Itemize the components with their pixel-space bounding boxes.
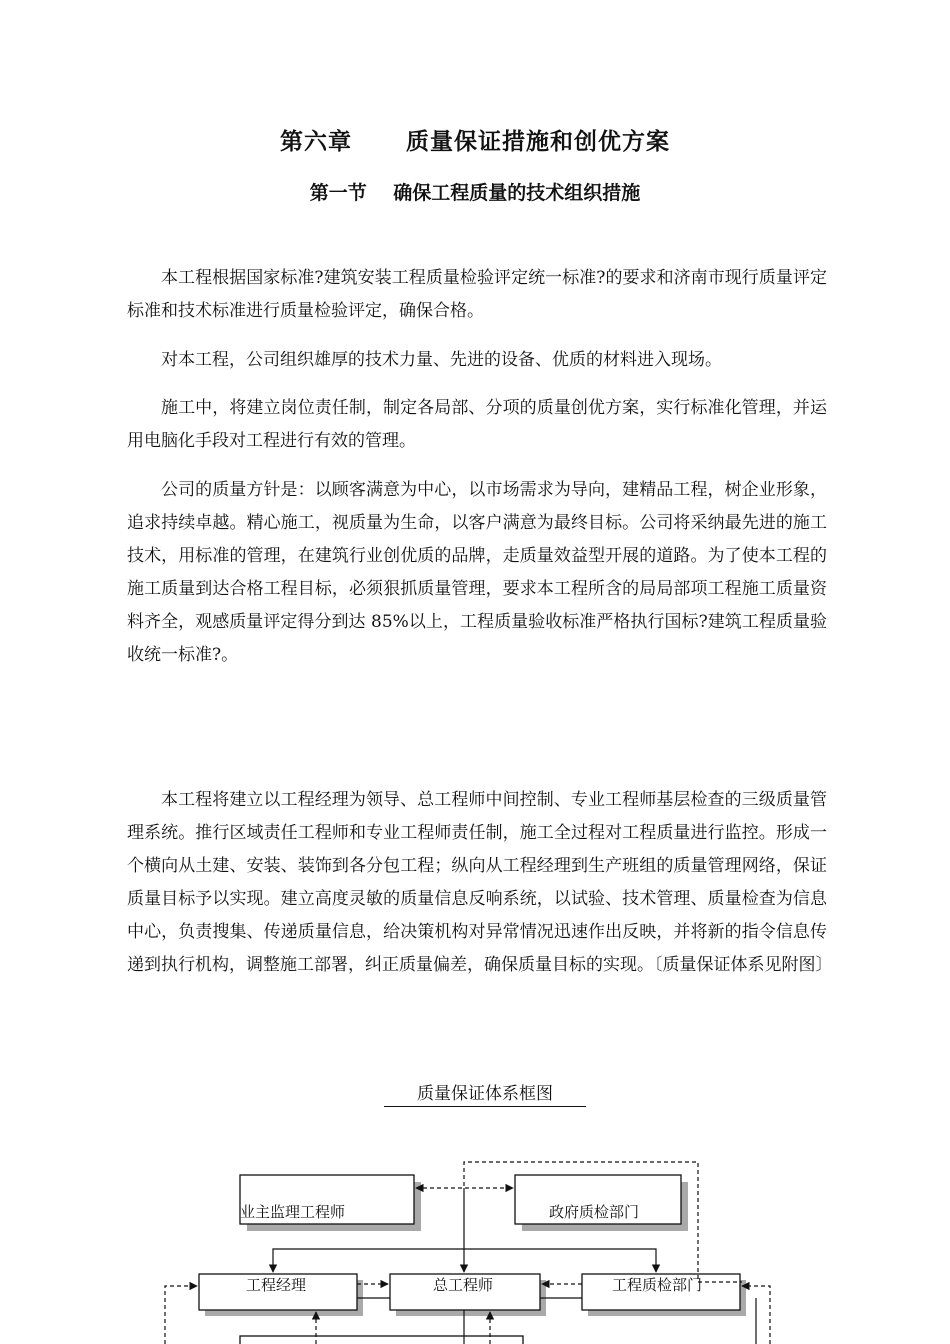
lower-box — [240, 1336, 523, 1344]
paragraph: 公司的质量方针是：以顾客满意为中心，以市场需求为导向，建精品工程，树企业形象，追求持续卓越。精心施工，视质量为生命，以客户满意为最终目标。公司将采纳最先进的施工技术，用标准的管理，在建筑行业创优质的品牌，走质量效益型开展的道路。为了使本工程的施工质量到达合格工程目标，必须狠抓质量管理，要求本工程所含的局局部项工程施工质量资料齐全，观感质量评定得分到达 85%以上，工程质量验收标准严格执行国标?建筑工程质量验收统一标准?。 — [127, 480, 827, 665]
section-title: 第一节 确保工程质量的技术组织措施 — [309, 182, 641, 204]
diagram-title: 质量保证体系框图 — [384, 1082, 586, 1107]
paragraph: 施工中，将建立岗位责任制，制定各局部、分项的质量创优方案，实行标准化管理，并运用电脑化手段对工程进行有效的管理。 — [127, 398, 827, 451]
paragraph: 本工程将建立以工程经理为领导、总工程师中间控制、专业工程师基层检查的三级质量管理系统。推行区域责任工程师和专业工程师责任制，施工全过程对工程质量进行监控。形成一个横向从土建、安装、装饰到各分包工程；纵向从工程经理到生产班组的质量管理网络，保证质量目标予以实现。建立高度灵敏的质量信息反响系统，以试验、技术管理、质量检查为信息中心，负责搜集、传递质量信息，给决策机构对异常情况迅速作出反映，并将新的指令信息传递到执行机构，调整施工部署，纠正质量偏差，确保质量目标的实现。〔质量保证体系见附图〕 — [127, 790, 833, 975]
project-manager-label: 工程经理 — [246, 1276, 307, 1294]
paragraph: 对本工程，公司组织雄厚的技术力量、先进的设备、优质的材料进入现场。 — [161, 350, 722, 370]
gov-quality-dept-label: 政府质检部门 — [549, 1203, 640, 1221]
chapter-title: 第六章 质量保证措施和创优方案 — [279, 128, 671, 155]
owner-supervisor-label: 业主监理工程师 — [240, 1203, 346, 1221]
project-quality-dept-label: 工程质检部门 — [612, 1276, 703, 1294]
paragraph: 本工程根据国家标准?建筑安装工程质量检验评定统一标准?的要求和济南市现行质量评定标准和技术标准进行质量检验评定，确保合格。 — [127, 268, 827, 321]
chief-engineer-label: 总工程师 — [433, 1276, 494, 1294]
